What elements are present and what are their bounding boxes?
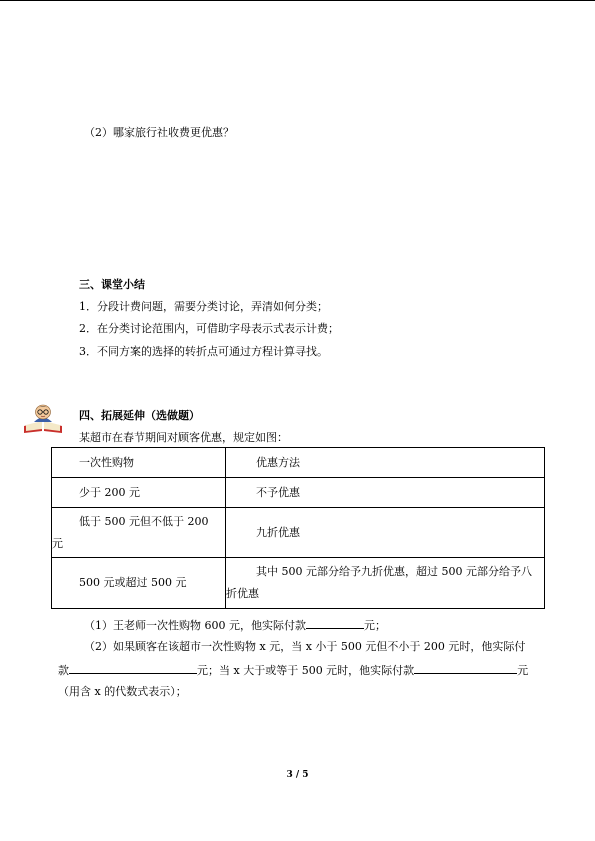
question-2-text-end: 元 bbox=[517, 664, 529, 677]
question-1 bbox=[84, 617, 386, 633]
question-2-text-mid: 元；当 x 大于或等于 500 元时，他实际付款 bbox=[197, 664, 415, 677]
table-row bbox=[52, 508, 545, 558]
section-3-heading: 三、课堂小结 bbox=[79, 278, 145, 291]
question-1-text: （1）王老师一次性购物 600 元，他实际付款 bbox=[84, 619, 306, 632]
table-header: 一次性购物 bbox=[79, 455, 134, 469]
discount-table bbox=[51, 447, 545, 609]
summary-item-3: 3．不同方案的选择的转折点可通过方程计算寻找。 bbox=[79, 345, 328, 358]
table-cell: 低于 500 元但不低于 200 元 bbox=[52, 514, 209, 550]
table-header-row bbox=[52, 448, 545, 478]
page-number: 3 / 5 bbox=[286, 770, 309, 780]
student-reading-icon bbox=[20, 400, 66, 434]
table-row bbox=[52, 558, 545, 609]
question-2: （2）哪家旅行社收费更优惠？ bbox=[84, 126, 234, 139]
question-1-unit: 元； bbox=[364, 619, 386, 632]
question-2-text-start: 款 bbox=[58, 664, 69, 677]
question-2-line-1: （2）如果顾客在该超市一次性购物 x 元，当 x 小于 500 元但不小于 200 元时，他实际付 bbox=[84, 640, 526, 653]
summary-item-1: 1．分段计费问题，需要分类讨论，弄清如何分类； bbox=[79, 300, 328, 313]
question-2-line-2 bbox=[58, 662, 528, 678]
answer-blank-2[interactable] bbox=[69, 662, 197, 674]
question-2-line-3: （用含 x 的代数式表示）； bbox=[58, 685, 187, 698]
top-rule bbox=[0, 0, 595, 1]
table-header: 优惠方法 bbox=[256, 455, 300, 469]
table-cell: 少于 200 元 bbox=[79, 485, 140, 499]
table-cell: 500 元或超过 500 元 bbox=[79, 576, 187, 589]
answer-blank-1[interactable] bbox=[306, 617, 364, 629]
answer-blank-3[interactable] bbox=[414, 662, 517, 674]
section-4-intro: 某超市在春节期间对顾客优惠，规定如图： bbox=[79, 431, 288, 444]
table-row bbox=[52, 478, 545, 508]
table-cell: 不予优惠 bbox=[256, 485, 300, 499]
section-4-heading: 四、拓展延伸（选做题） bbox=[79, 409, 200, 422]
table-cell: 九折优惠 bbox=[256, 525, 300, 539]
table-cell: 其中 500 元部分给予九折优惠，超过 500 元部分给予八折优惠 bbox=[226, 565, 532, 600]
summary-item-2: 2．在分类讨论范围内，可借助字母表示式表示计费； bbox=[79, 322, 339, 335]
